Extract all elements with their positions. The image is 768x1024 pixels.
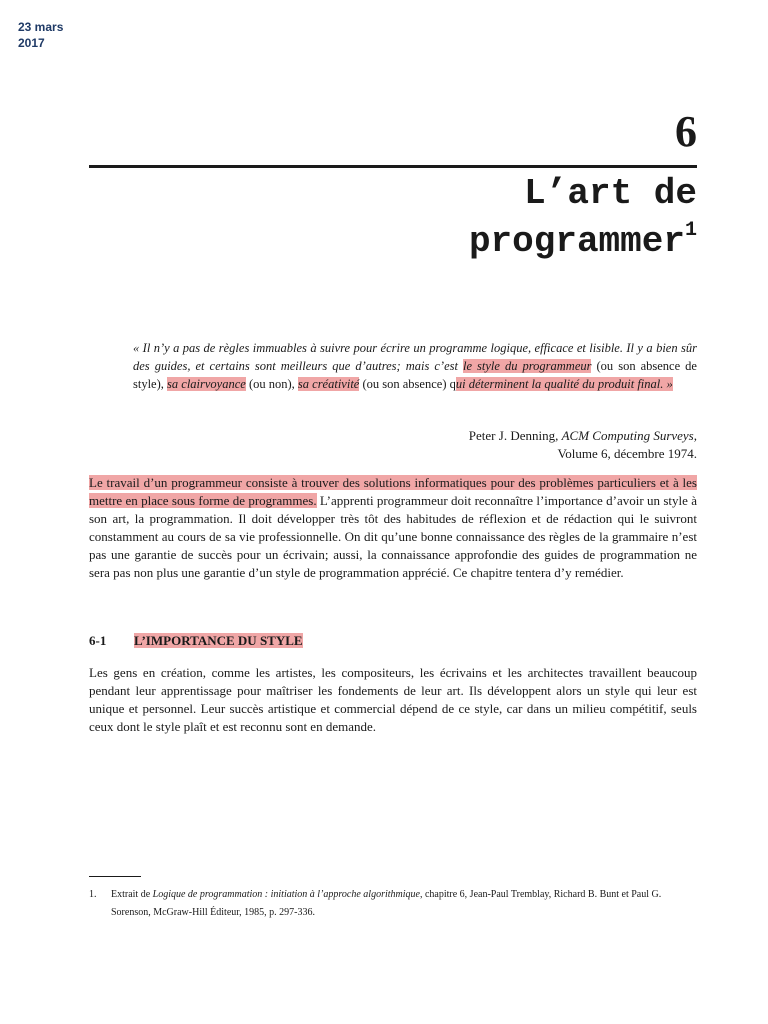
chapter-rule bbox=[89, 165, 697, 168]
footnote-rule bbox=[89, 876, 141, 877]
highlight-annotation[interactable]: Le travail d’un programmeur consiste à trouver des solutions informatiques pour des problèmes particuliers et à les mettre en place sous forme de programmes. bbox=[89, 475, 697, 508]
attribution-author: Peter J. Denning, bbox=[468, 428, 562, 443]
epigraph-quote bbox=[133, 339, 697, 393]
epigraph-attribution bbox=[297, 427, 697, 463]
section-paragraph: Les gens en création, comme les artistes, les compositeurs, les écrivains et les architectes travaillent beaucoup pendant leur apprentissage pour maîtriser les fondements de leur art. Ils développent alors un style qui leur est unique et personnel. Leur succès artistique et commercial dépend de ce style, car dans un milieu compétitif, seuls ceux dont le style plaît et est reconnu sont en demande. bbox=[89, 665, 697, 734]
attribution-volume: Volume 6, décembre 1974. bbox=[557, 446, 697, 461]
section-heading bbox=[89, 632, 697, 650]
footnote-suffix: , chapitre 6, Jean-Paul Tremblay, Richard B. Bunt et Paul G. Sorenson, McGraw-Hill Éditeur, 1985, p. 297-336. bbox=[111, 889, 662, 918]
footnote-book-title: Logique de programmation : initiation à l’approche algorithmique bbox=[152, 889, 420, 900]
chapter-title-line2: programmer bbox=[468, 221, 685, 262]
footnote-text bbox=[111, 886, 697, 922]
chapter-title-line1: L’art de bbox=[524, 173, 697, 214]
page-date: 23 mars 2017 bbox=[18, 20, 64, 50]
chapter-title bbox=[177, 170, 697, 266]
attribution-source: ACM Computing Surveys, bbox=[561, 428, 697, 443]
footnote bbox=[89, 886, 697, 922]
epigraph-text: (ou son absence de style), bbox=[133, 359, 697, 391]
paragraph-text: L’apprenti programmeur doit reconnaître l’importance d’avoir un style à son art, la programmation. Il doit développer très tôt des habitudes de réflexion et de rédaction qui le suivront constamment au cours de sa vie professionnelle. On dit qu’une bonne connaissance des règles de la grammaire n’est pas une garantie de succès pour un écrivain; aussi, la connaissance approfondie des guides de programmation ne sera pas non plus une garantie d’un style de programmation apprécié. Ce chapitre tentera d’y remédier. bbox=[89, 493, 697, 580]
footnote-reference[interactable]: 1 bbox=[684, 219, 697, 242]
epigraph-text: (ou son absence) q bbox=[359, 377, 456, 391]
highlight-annotation[interactable]: sa créativité bbox=[297, 377, 360, 391]
footnote-prefix: Extrait de bbox=[111, 889, 153, 900]
intro-paragraph bbox=[89, 474, 697, 582]
highlight-annotation[interactable]: le style du programmeur bbox=[462, 359, 592, 373]
chapter-number: 6 bbox=[675, 107, 697, 156]
highlight-annotation[interactable]: ui déterminent la qualité du produit final. » bbox=[455, 377, 673, 391]
section-title[interactable]: L’IMPORTANCE DU STYLE bbox=[134, 633, 303, 648]
section-number: 6-1 bbox=[89, 633, 107, 648]
epigraph-text: (ou non), bbox=[245, 377, 298, 391]
footnote-number: 1. bbox=[89, 889, 97, 900]
highlight-annotation[interactable]: sa clairvoyance bbox=[167, 377, 246, 391]
epigraph-text: « Il n’y a pas de règles immuables à suivre pour écrire un programme logique, efficace et lisible. Il y a bien sûr des guides, et certains sont meilleurs que d’autres; mais c’est bbox=[133, 341, 697, 373]
